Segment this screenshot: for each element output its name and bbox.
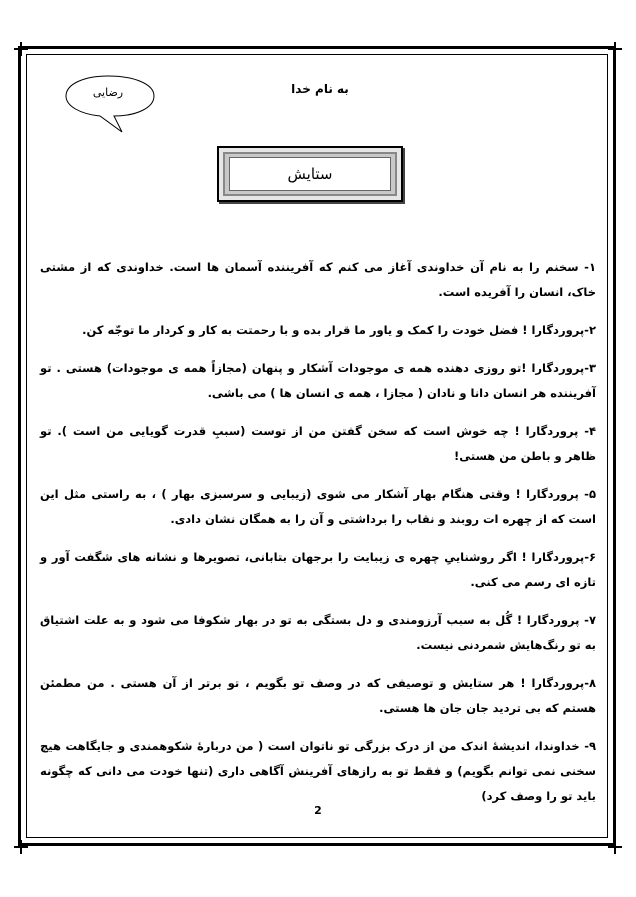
- paragraph-3: ۳-پروردگارا !تو روزی دهنده همه ی موجودات آشکار و پنهان (مجازاً همه ی موجودات) هستی . تو آفریننده هر انسان دانا و نادان ( مجازا ، همه ی انسان ها ) می باشی.: [40, 361, 596, 400]
- speech-bubble-label: رضایی: [92, 86, 124, 99]
- speech-bubble: [62, 72, 160, 136]
- corner-ornament-top-left: [14, 42, 28, 56]
- corner-ornament-top-right: [608, 42, 622, 56]
- paragraph-2: ۲-پروردگارا ! فضل خودت را کمک و یاور ما قرار بده و با رحمتت به کار و کردار ما توجّه کن.: [82, 323, 596, 337]
- corner-ornament-bottom-right: [608, 840, 622, 854]
- page-title: ستایش: [229, 157, 391, 191]
- paragraph-7: ۷- پروردگارا ! گُل به سبب آرزومندی و دل بستگی به تو در بهار شکوفا می شود و به علت اشتیاق به تو رنگ‌هایش شمردنی نیست.: [40, 613, 596, 652]
- paragraph-5: ۵- پروردگارا ! وقتی هنگام بهار آشکار می شوی (زیبایی و سرسبزی بهار ) ، به راستی مثل این است که از چهره ات روبند و نقاب را برداشتی و آن را به همگان نشان دادی.: [40, 487, 596, 526]
- paragraph-8: ۸-پروردگارا ! هر ستایش و توصیفی که در وصف تو بگویم ، تو برتر از آن هستی . من مطمئن هستم که بی تردید جان جان ها هستی.: [40, 676, 596, 715]
- paragraph-9: ۹- خداوندا، اندیشهٔ اندک من از درک بزرگی تو ناتوان است ( من دربارهٔ شکوهمندی و جایگاهت هیچ سخنی نمی توانم بگویم) و فقط تو به رازهای آفرینش آگاهی داری (تنها خودت می دانی که چگونه باید تو را وصف کرد): [40, 739, 596, 803]
- paragraph-1: ۱- سخنم را به نام آن خداوندی آغاز می کنم که آفریننده آسمان ها است. خداوندی که از مشتی خاک، انسان را آفریده است.: [40, 260, 596, 299]
- paragraph-4: ۴- پروردگارا ! چه خوش است که سخن گفتن من از توست (سببِ قدرت گویایی من است ). تو ظاهر و باطن من هستی!: [40, 424, 596, 463]
- page-number: 2: [314, 804, 322, 817]
- paragraph-6: ۶-پروردگارا ! اگر روشناییِ چهره ی زیبایت را برجهان بتابانی، تصویرها و نشانه های شگفت آور و تازه ای رسم می کنی.: [40, 550, 596, 589]
- speech-bubble-shape: [62, 72, 160, 136]
- basmala-heading: به نام خدا: [291, 82, 349, 96]
- title-box: [217, 146, 403, 202]
- body-text: [40, 255, 596, 822]
- corner-ornament-bottom-left: [14, 840, 28, 854]
